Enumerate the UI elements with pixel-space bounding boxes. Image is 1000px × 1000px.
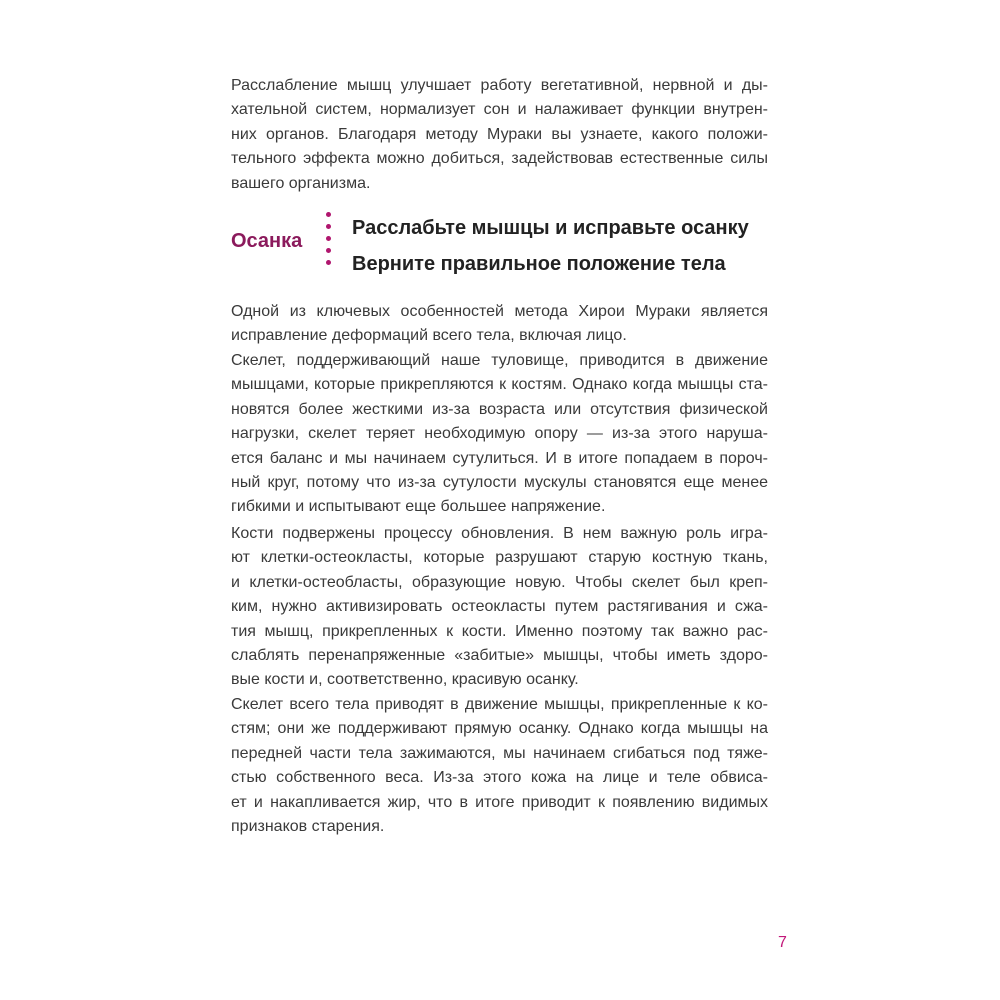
paragraph (231, 693, 768, 839)
text-line: гибкими и испытывают еще большее напряжение. (231, 498, 606, 516)
section-heading (231, 208, 791, 278)
text-line: Скелет, поддерживающий наше туловище, приводится в движение (231, 352, 768, 369)
text-line: нагрузки, скелет теряет необходимую опору — из-за этого наруша- (231, 425, 768, 443)
paragraph (231, 349, 768, 520)
text-line: них органов. Благодаря методу Мураки вы узнаете, какого положи- (231, 125, 768, 143)
section-subtitle: Верните правильное положение тела (352, 253, 726, 275)
text-line: тия мышц, прикрепленных к кости. Именно поэтому так важно рас- (231, 622, 768, 640)
page-number: 7 (778, 934, 787, 951)
text-line: Скелет всего тела приводят в движение мышцы, прикрепленные к ко- (231, 696, 768, 713)
text-line: хательной систем, нормализует сон и налаживает функции внутрен- (231, 101, 768, 119)
section-subtitle: Расслабьте мышцы и исправьте осанку (352, 217, 749, 239)
dotted-divider (326, 212, 332, 272)
paragraph (231, 300, 768, 349)
text-line: стью собственного веса. Из-за этого кожа на лице и теле обвиса- (231, 769, 768, 787)
intro-paragraph (231, 74, 768, 196)
text-line: ют клетки-остеокласты, которые разрушают старую костную ткань, (231, 549, 768, 567)
text-line: тельного эффекта можно добиться, задействовав естественные силы (231, 150, 768, 168)
text-line: и клетки-остеобласты, образующие новую. Чтобы скелет был креп- (231, 573, 768, 591)
text-line: ный круг, потому что из-за сутулости мускулы становятся еще менее (231, 473, 768, 491)
section-label: Осанка (231, 230, 303, 252)
text-line: вашего организма. (231, 174, 371, 192)
text-line: вые кости и, соответственно, красивую осанку. (231, 671, 579, 689)
text-line: новятся более жесткими из-за возраста или отсутствия физической (231, 400, 768, 418)
text-line: Расслабление мышц улучшает работу вегетативной, нервной и ды- (231, 77, 768, 94)
text-line: ет и накапливается жир, что в итоге приводит к появлению видимых (231, 793, 768, 811)
text-line: Одной из ключевых особенностей метода Хирои Мураки является (231, 303, 768, 320)
text-line: ется баланс и мы начинаем сутулиться. И в итоге попадаем в пороч- (231, 449, 768, 467)
text-line: признаков старения. (231, 817, 385, 835)
text-line: передней части тела зажимаются, мы начинаем сгибаться под тяже- (231, 744, 768, 762)
text-line: мышцами, которые прикрепляются к костям. Однако когда мышцы ста- (231, 376, 768, 394)
paragraph (231, 522, 768, 693)
text-line: Кости подвержены процессу обновления. В нем важную роль игра- (231, 525, 768, 542)
text-line: слаблять перенапряженные «забитые» мышцы, чтобы иметь здоро- (231, 646, 768, 664)
text-line: стям; они же поддерживают прямую осанку. Однако когда мышцы на (231, 720, 768, 738)
text-line: ким, нужно активизировать остеокласты путем растягивания и сжа- (231, 598, 768, 616)
text-line: исправление деформаций всего тела, включая лицо. (231, 327, 627, 345)
